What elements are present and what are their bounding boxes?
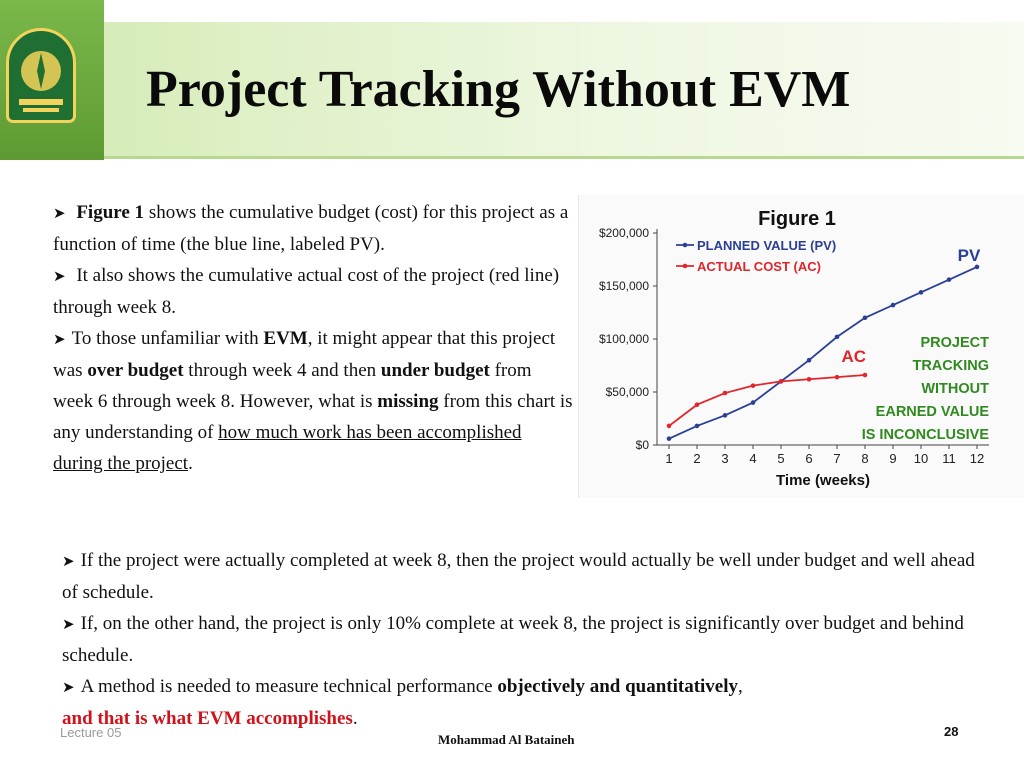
bullet-method-needed	[62, 671, 982, 734]
annotation-line: EARNED VALUE	[875, 404, 989, 420]
bullet-figure-1	[53, 197, 573, 260]
data-point-pv	[835, 335, 840, 340]
header-divider	[0, 156, 1024, 159]
slide-title: Project Tracking Without EVM	[146, 61, 851, 118]
evm-conclusion: and that is what EVM accomplishes	[62, 708, 353, 729]
data-point-ac	[751, 383, 756, 388]
over-budget-term: over budget	[87, 360, 184, 381]
bullet-ten-percent	[62, 608, 982, 671]
logo-crest-icon	[9, 31, 73, 120]
underlined-phrase: how much work has been accomplished during the project	[53, 422, 522, 474]
annotation-line: WITHOUT	[921, 381, 989, 397]
chart-svg	[579, 195, 1024, 498]
arrow-bullet-icon: ➤	[53, 267, 66, 285]
y-tick-label: $150,000	[598, 279, 649, 293]
x-tick-label: 1	[665, 451, 673, 466]
legend-swatch-marker	[683, 264, 688, 269]
y-tick-label: $50,000	[605, 385, 649, 399]
x-tick-label: 12	[969, 451, 985, 466]
footer-author: Mohammad Al Bataineh	[438, 732, 575, 747]
series-label-pv: PV	[957, 246, 981, 265]
series-line-ac	[669, 375, 865, 426]
data-point-pv	[947, 277, 952, 282]
footer-lecture: Lecture 05	[60, 725, 122, 740]
bottom-text-block	[62, 545, 982, 734]
data-point-pv	[667, 436, 672, 441]
bullet-text: ,	[738, 676, 743, 697]
bullet-text: , it might appear that this project was	[53, 328, 556, 381]
data-point-ac	[667, 424, 672, 429]
x-tick-label: 11	[942, 451, 956, 466]
university-logo	[0, 0, 104, 160]
x-tick-label: 6	[805, 451, 813, 466]
data-point-pv	[975, 265, 980, 270]
data-point-ac	[779, 379, 784, 384]
bullet-text: It also shows the cumulative actual cost of the project (red line) through week 8.	[53, 265, 560, 318]
x-axis-label: Time (weeks)	[776, 472, 870, 489]
bullet-actual-cost	[53, 260, 573, 323]
arrow-bullet-icon: ➤	[53, 204, 66, 222]
y-tick-label: $100,000	[598, 332, 649, 346]
annotation-line: IS INCONCLUSIVE	[861, 427, 989, 443]
x-tick-label: 3	[721, 451, 729, 466]
data-point-pv	[863, 316, 868, 321]
data-point-pv	[807, 358, 812, 363]
data-point-pv	[891, 303, 896, 308]
x-tick-label: 9	[889, 451, 897, 466]
legend-entry: ACTUAL COST (AC)	[697, 259, 821, 274]
bullet-text: .	[188, 453, 193, 474]
bullet-text: through week 4 and then	[183, 360, 381, 381]
objective-phrase: objectively and quantitatively	[497, 676, 739, 697]
data-point-pv	[723, 413, 728, 418]
bullet-text: To those unfamiliar with	[71, 328, 264, 349]
bullet-text: .	[352, 708, 358, 729]
legend-entry: PLANNED VALUE (PV)	[697, 238, 837, 253]
x-tick-label: 10	[913, 451, 929, 466]
footer-page-number: 28	[944, 724, 959, 739]
annotation-line: TRACKING	[912, 358, 989, 374]
logo-emblem	[6, 28, 76, 123]
bullet-unfamiliar	[53, 323, 573, 479]
data-point-ac	[863, 373, 868, 378]
x-tick-label: 5	[777, 451, 785, 466]
bullet-text: shows the cumulative budget (cost) for this project as a function of time (the blue line, labeled PV).	[53, 202, 569, 255]
bullet-text: If the project were actually completed at week 8, then the project would actually be well under budget and well ahead of schedule.	[62, 550, 975, 603]
data-point-ac	[723, 391, 728, 396]
series-label-ac: AC	[841, 347, 867, 367]
bullet-text: A method is needed to measure technical performance	[80, 676, 498, 697]
x-tick-label: 7	[833, 451, 841, 466]
bullet-text: If, on the other hand, the project is only 10% complete at week 8, the project is significantly over budget and behind schedule.	[62, 613, 964, 666]
data-point-pv	[695, 424, 700, 429]
x-tick-label: 2	[693, 451, 701, 466]
chart-title: Figure 1	[758, 208, 836, 230]
legend-swatch-marker	[683, 243, 688, 248]
missing-term: missing	[377, 391, 439, 412]
x-tick-label: 8	[861, 451, 869, 466]
arrow-bullet-icon: ➤	[62, 615, 75, 633]
left-text-block	[53, 197, 573, 479]
bullet-text: from this chart is any understanding of	[53, 391, 573, 443]
annotation-line: PROJECT	[920, 335, 989, 351]
arrow-bullet-icon: ➤	[62, 552, 75, 570]
chart-labels	[676, 208, 989, 489]
y-tick-label: $0	[635, 438, 649, 452]
bullet-text: from week 6 through week 8. However, what is	[53, 360, 532, 412]
figure-1-chart	[578, 195, 1024, 498]
y-tick-label: $200,000	[598, 226, 649, 240]
data-point-pv	[919, 290, 924, 295]
bullet-completed-week-8	[62, 545, 982, 608]
data-point-ac	[807, 377, 812, 382]
data-point-pv	[751, 400, 756, 405]
evm-term: EVM	[263, 328, 308, 349]
figure-1-ref: Figure 1	[76, 202, 145, 223]
data-point-ac	[835, 375, 840, 380]
under-budget-term: under budget	[380, 360, 490, 381]
arrow-bullet-icon: ➤	[62, 678, 75, 696]
arrow-bullet-icon: ➤	[53, 330, 66, 348]
x-tick-label: 4	[749, 451, 757, 466]
data-point-ac	[695, 402, 700, 407]
